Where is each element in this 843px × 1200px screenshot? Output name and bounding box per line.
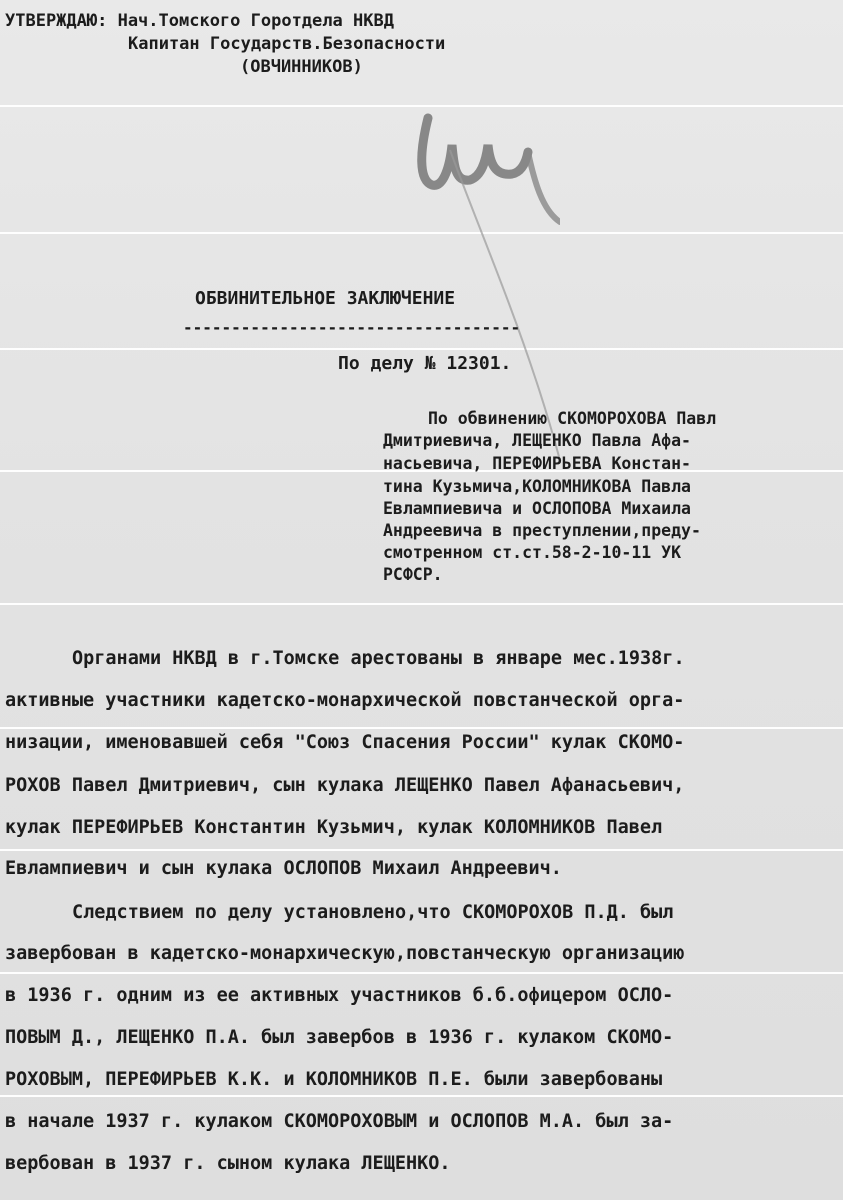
- accusation-line: тина Кузьмича,КОЛОМНИКОВА Павла: [383, 477, 691, 496]
- body-line: кулак ПЕРЕФИРЬЕВ Константин Кузьмич, кулак КОЛОМНИКОВ Павел: [5, 817, 663, 838]
- scan-line: [0, 1095, 843, 1097]
- case-number: По делу № 12301.: [338, 353, 512, 374]
- body-line: РОХОВЫМ, ПЕРЕФИРЬЕВ К.К. и КОЛОМНИКОВ П.Е. были завербованы: [5, 1069, 663, 1090]
- body-line: в начале 1937 г. кулаком СКОМОРОХОВЫМ и ОСЛОПОВ М.А. был за-: [5, 1111, 674, 1132]
- scan-line: [0, 727, 843, 729]
- accusation-line: Евлампиевича и ОСЛОПОВА Михаила: [383, 499, 691, 518]
- body-line: низации, именовавшей себя "Союз Спасения России" кулак СКОМО-: [5, 732, 685, 753]
- body-line: Евлампиевич и сын кулака ОСЛОПОВ Михаил Андреевич.: [5, 858, 562, 879]
- accusation-line: насьевича, ПЕРЕФИРЬЕВА Констан-: [383, 454, 691, 473]
- accusation-line: Андреевича в преступлении,преду-: [383, 521, 701, 540]
- title-underline: -----------------------------------: [183, 318, 521, 337]
- body-line: РОХОВ Павел Дмитриевич, сын кулака ЛЕЩЕНКО Павел Афанасьевич,: [5, 775, 685, 796]
- body-line: вербован в 1937 г. сыном кулака ЛЕЩЕНКО.: [5, 1153, 451, 1174]
- body-line: Следствием по делу установлено,что СКОМОРОХОВ П.Д. был: [72, 902, 674, 923]
- body-line: завербован в кадетско-монархическую,повстанческую организацию: [5, 943, 685, 964]
- approval-line-2: Капитан Государств.Безопасности: [128, 34, 446, 54]
- body-line: Органами НКВД в г.Томске арестованы в январе мес.1938г.: [72, 648, 685, 669]
- document-title: ОБВИНИТЕЛЬНОЕ ЗАКЛЮЧЕНИЕ: [195, 288, 456, 309]
- scan-line: [0, 849, 843, 851]
- scan-line: [0, 972, 843, 974]
- approval-line-3: (ОВЧИННИКОВ): [240, 57, 363, 77]
- body-line: в 1936 г. одним из ее активных участников б.б.офицером ОСЛО-: [5, 985, 674, 1006]
- scan-line: [0, 105, 843, 107]
- accusation-line: По обвинению СКОМОРОХОВА Павл: [428, 409, 717, 428]
- scan-line: [0, 603, 843, 605]
- accusation-line: смотренном ст.ст.58-2-10-11 УК: [383, 543, 682, 562]
- approval-line-1: УТВЕРЖДАЮ: Нач.Томского Горотдела НКВД: [5, 11, 394, 31]
- body-line: ПОВЫМ Д., ЛЕЩЕНКО П.А. был завербов в 1936 г. кулаком СКОМО-: [5, 1027, 674, 1048]
- accusation-line: Дмитриевича, ЛЕЩЕНКО Павла Афа-: [383, 431, 691, 450]
- body-line: активные участники кадетско-монархической повстанческой орга-: [5, 690, 685, 711]
- accusation-line: РСФСР.: [383, 565, 443, 584]
